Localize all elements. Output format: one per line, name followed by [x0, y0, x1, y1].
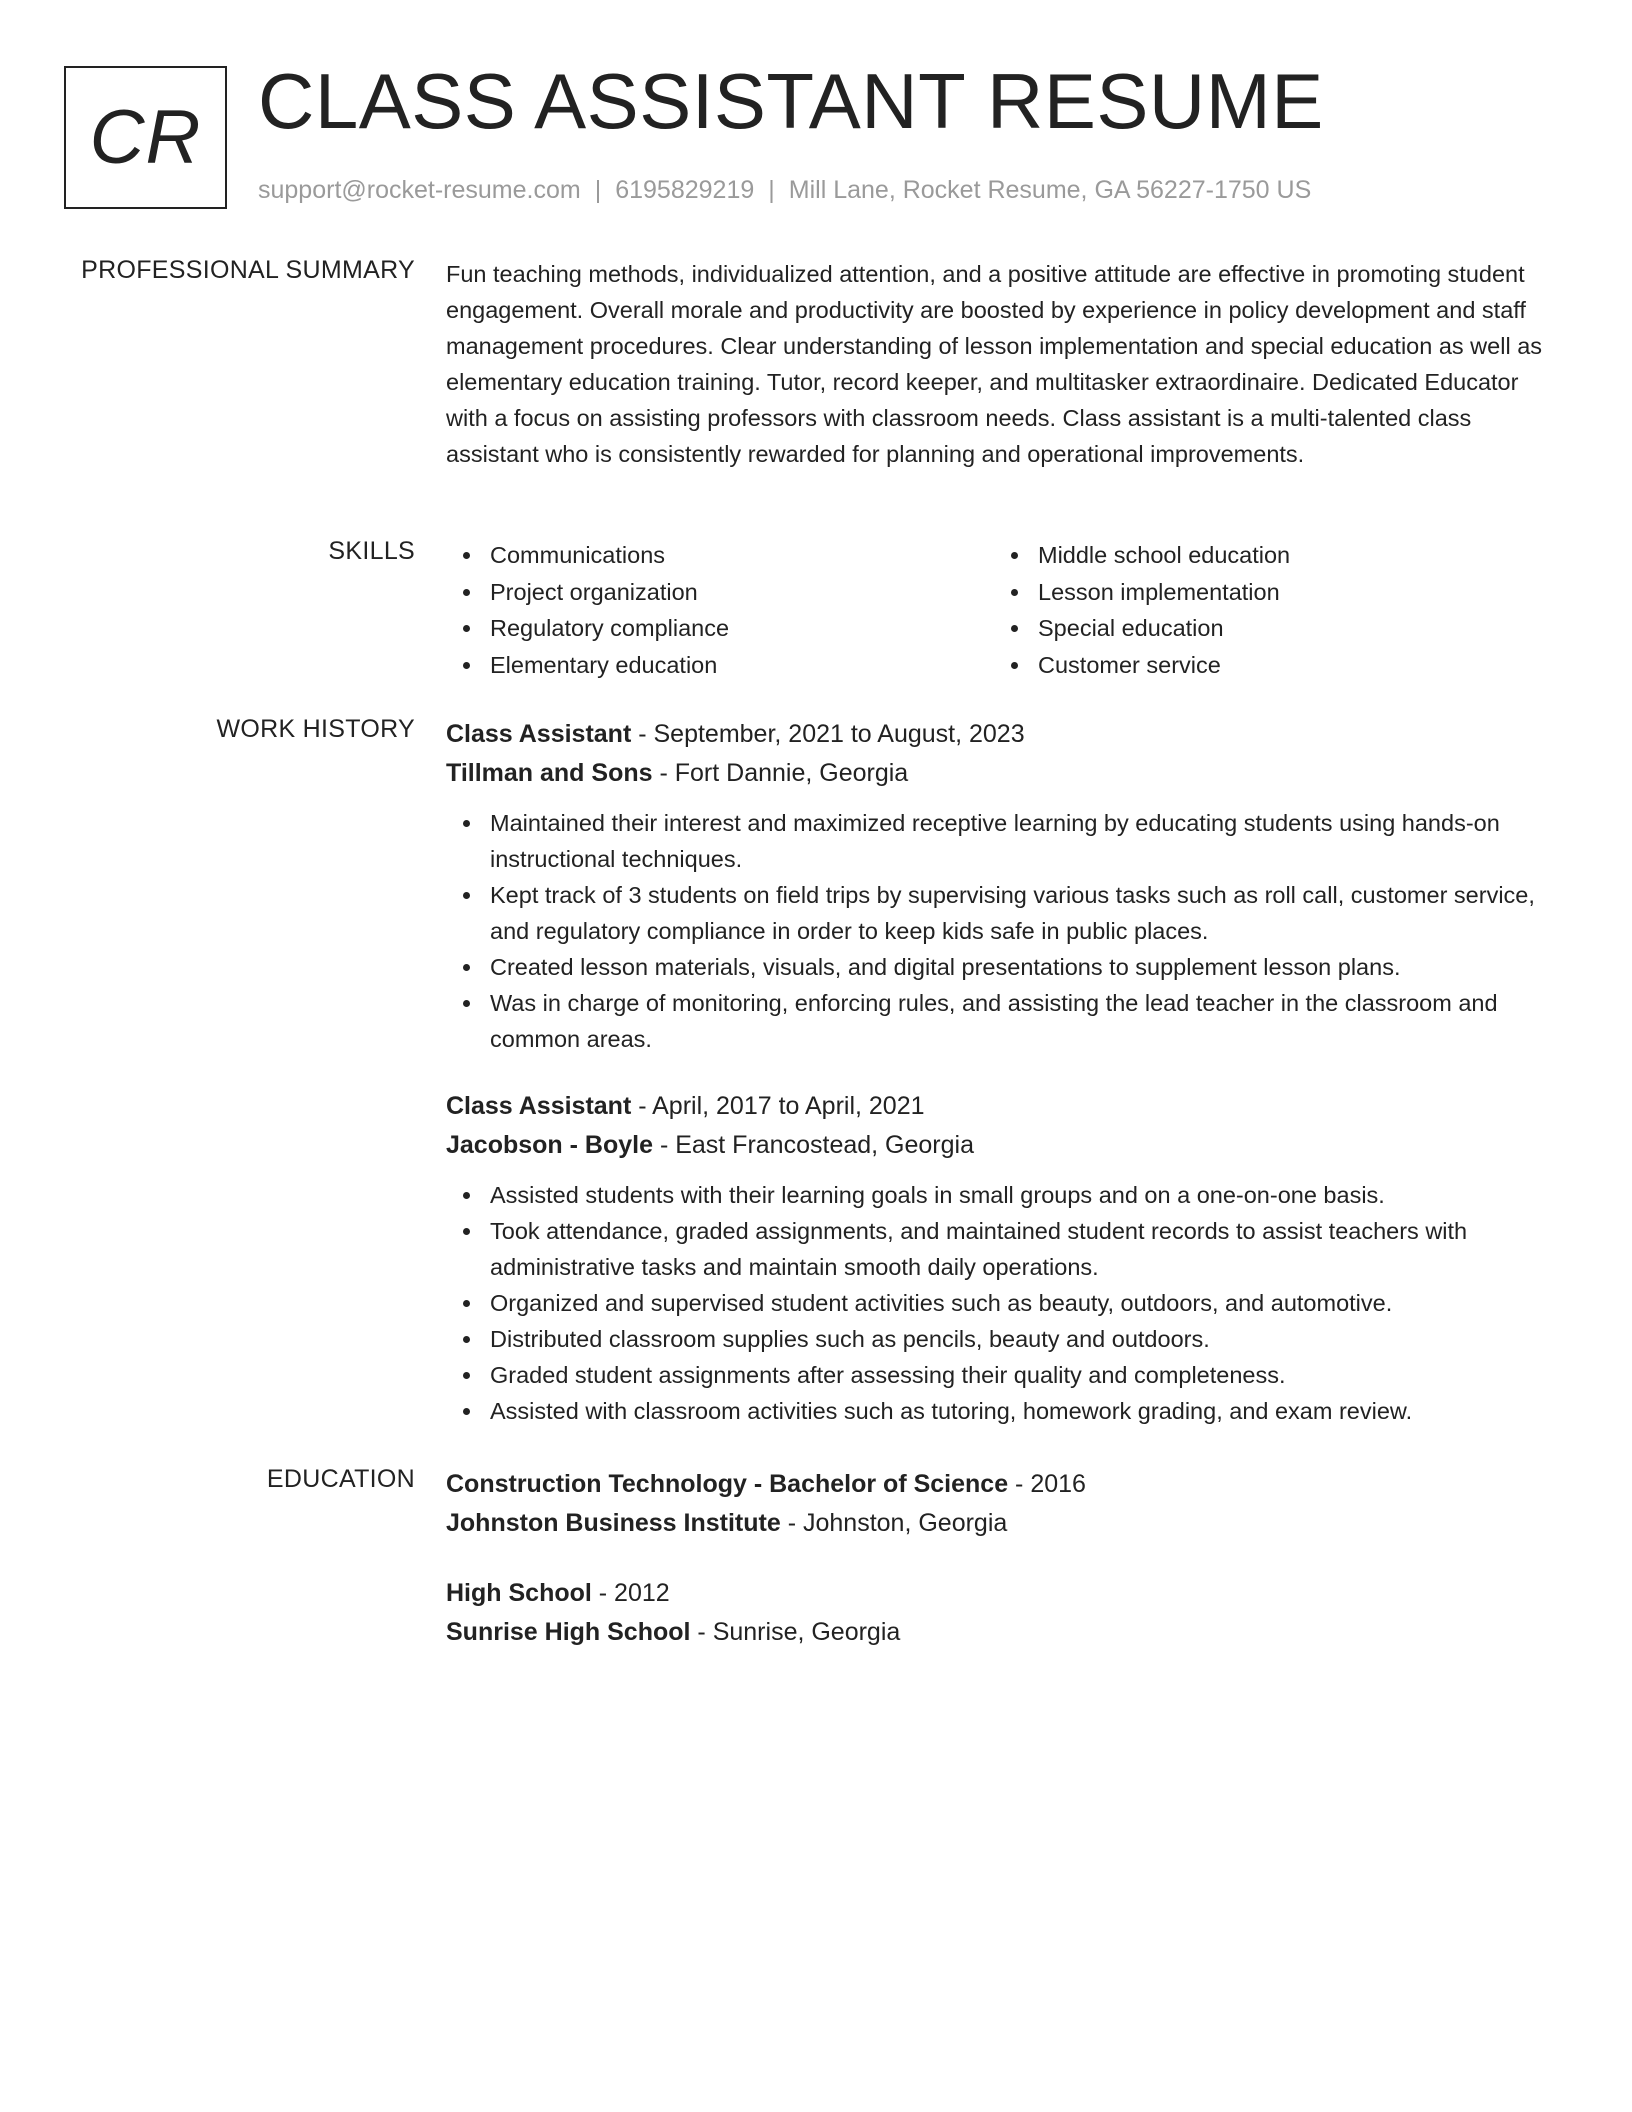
- skills-list: [446, 537, 1561, 683]
- job-dates: - April, 2017 to April, 2021: [631, 1092, 925, 1120]
- contact-separator: |: [594, 176, 602, 204]
- section-label-education: EDUCATION: [266, 1465, 415, 1493]
- skill-item: Project organization: [446, 574, 994, 611]
- duty-item: Maintained their interest and maximized receptive learning by educating students using hands-on instructional techniques.: [446, 805, 1561, 877]
- job-entry: [446, 1087, 1561, 1429]
- education-content: [446, 1465, 1561, 1652]
- education-year: - 2012: [591, 1579, 670, 1607]
- education-degree: Construction Technology - Bachelor of Science: [446, 1470, 1009, 1498]
- resume-title: CLASS ASSISTANT RESUME: [258, 57, 1324, 145]
- duty-item: Graded student assignments after assessing their quality and completeness.: [446, 1357, 1561, 1393]
- skill-item: Customer service: [994, 647, 1542, 684]
- skills-column-right: [994, 537, 1542, 683]
- duty-item: Took attendance, graded assignments, and maintained student records to assist teachers with administrative tasks and maintain smooth daily operations.: [446, 1213, 1561, 1285]
- education-school: Sunrise High School: [446, 1618, 691, 1646]
- contact-separator: |: [768, 176, 775, 204]
- education-entry: [446, 1465, 1561, 1543]
- education-entry: [446, 1574, 1561, 1652]
- contact-email: support@rocket-resume.com: [258, 176, 581, 204]
- education-location: - Johnston, Georgia: [780, 1509, 1008, 1537]
- skill-item: Elementary education: [446, 647, 994, 684]
- duty-item: Kept track of 3 students on field trips by supervising various tasks such as roll call, customer service, and regulatory compliance in order to keep kids safe in public places.: [446, 877, 1561, 949]
- duty-item: Distributed classroom supplies such as pencils, beauty and outdoors.: [446, 1321, 1561, 1357]
- education-school: Johnston Business Institute: [446, 1509, 781, 1537]
- job-company: Tillman and Sons: [446, 759, 653, 787]
- job-company: Jacobson - Boyle: [446, 1131, 653, 1159]
- skill-item: Lesson implementation: [994, 574, 1542, 611]
- job-duties: [446, 805, 1561, 1057]
- duty-item: Organized and supervised student activities such as beauty, outdoors, and automotive.: [446, 1285, 1561, 1321]
- education-location: - Sunrise, Georgia: [690, 1618, 901, 1646]
- section-label-work-history: WORK HISTORY: [216, 715, 415, 743]
- job-dates: - September, 2021 to August, 2023: [631, 720, 1025, 748]
- initials-text: CR: [89, 95, 202, 180]
- skill-item: Communications: [446, 537, 994, 574]
- contact-phone: 6195829219: [615, 176, 755, 204]
- skills-column-left: [446, 537, 994, 683]
- job-heading: [446, 1087, 1561, 1126]
- education-degree-line: [446, 1465, 1561, 1504]
- job-title: Class Assistant: [446, 720, 632, 748]
- job-title: Class Assistant: [446, 1092, 632, 1120]
- job-location: - Fort Dannie, Georgia: [652, 759, 909, 787]
- education-year: - 2016: [1008, 1470, 1086, 1498]
- work-history-content: [446, 715, 1561, 1429]
- education-degree: High School: [446, 1579, 592, 1607]
- education-degree-line: [446, 1574, 1561, 1613]
- section-label-summary: PROFESSIONAL SUMMARY: [81, 256, 415, 284]
- job-employer: [446, 754, 1561, 793]
- education-school-line: [446, 1613, 1561, 1652]
- contact-line: [258, 176, 1311, 205]
- summary-text: Fun teaching methods, individualized attention, and a positive attitude are effective in promoting student engagement. Overall morale and productivity are boosted by experience in policy development and staff management procedures. Clear understanding of lesson implementation and special education as well as elementary education training. Tutor, record keeper, and multitasker extraordinaire. Dedicated Educator with a focus on assisting professors with classroom needs. Class assistant is a multi-talented class assistant who is consistently rewarded for planning and operational improvements.: [446, 261, 1543, 467]
- skill-item: Special education: [994, 610, 1542, 647]
- initials-monogram: [64, 66, 227, 209]
- skill-item: Regulatory compliance: [446, 610, 994, 647]
- duty-item: Assisted students with their learning goals in small groups and on a one-on-one basis.: [446, 1177, 1561, 1213]
- skill-item: Middle school education: [994, 537, 1542, 574]
- duty-item: Created lesson materials, visuals, and digital presentations to supplement lesson plans.: [446, 949, 1561, 985]
- education-school-line: [446, 1504, 1561, 1543]
- section-label-skills: SKILLS: [328, 537, 415, 565]
- duty-item: Assisted with classroom activities such as tutoring, homework grading, and exam review.: [446, 1393, 1561, 1429]
- job-employer: [446, 1126, 1561, 1165]
- job-location: - East Francostead, Georgia: [653, 1131, 974, 1159]
- duty-item: Was in charge of monitoring, enforcing rules, and assisting the lead teacher in the classroom and common areas.: [446, 985, 1561, 1057]
- job-heading: [446, 715, 1561, 754]
- job-duties: [446, 1177, 1561, 1429]
- contact-address: Mill Lane, Rocket Resume, GA 56227-1750 US: [788, 176, 1312, 204]
- job-entry: [446, 715, 1561, 1057]
